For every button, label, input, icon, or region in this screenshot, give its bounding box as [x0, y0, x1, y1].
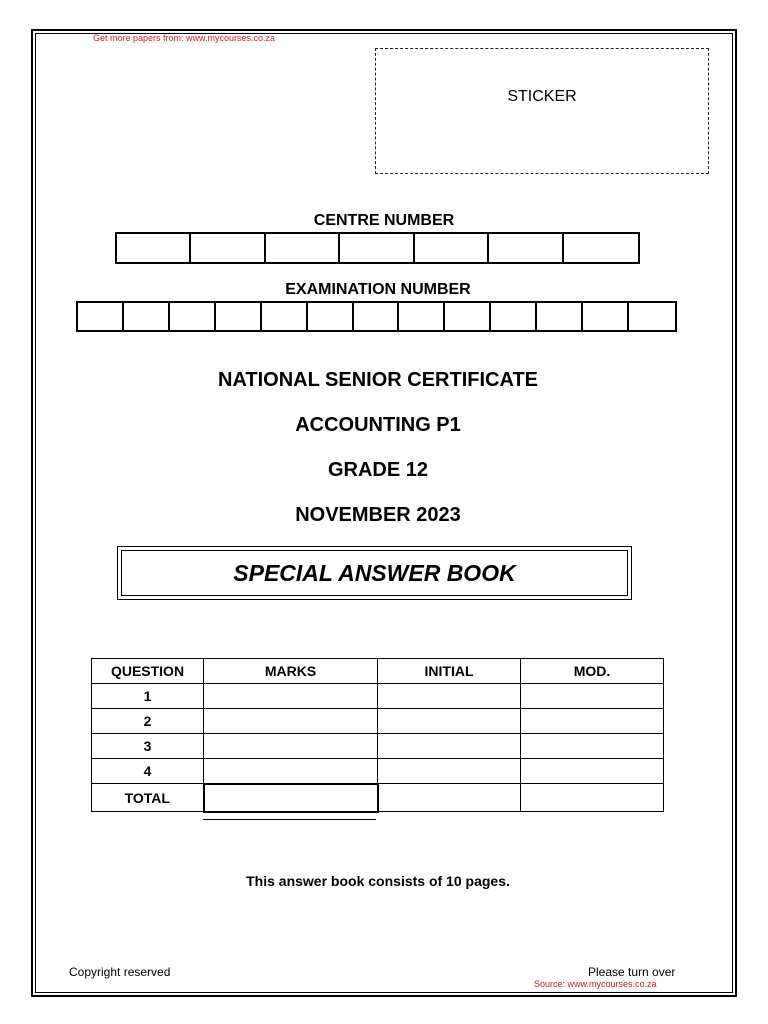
page-count-note: This answer book consists of 10 pages.: [246, 873, 510, 889]
table-row: [92, 759, 664, 784]
centre-number-box[interactable]: [564, 234, 638, 262]
initial-cell[interactable]: [378, 684, 521, 709]
turn-over-text: Please turn over: [588, 965, 676, 979]
total-initial-cell[interactable]: [378, 784, 521, 812]
total-double-underline: [203, 819, 376, 820]
total-row: [92, 784, 664, 812]
centre-number-label: CENTRE NUMBER: [313, 212, 455, 229]
centre-number-box[interactable]: [191, 234, 265, 262]
examination-number-box[interactable]: [445, 303, 491, 330]
examination-number-boxes: [76, 301, 677, 332]
copyright-text: Copyright reserved: [69, 965, 171, 979]
table-row: [92, 709, 664, 734]
answer-book-label: SPECIAL ANSWER BOOK: [233, 559, 516, 586]
total-label: TOTAL: [92, 784, 204, 812]
examination-number-box[interactable]: [583, 303, 629, 330]
examination-number-label: EXAMINATION NUMBER: [285, 281, 471, 298]
total-marks-cell[interactable]: [204, 784, 378, 812]
centre-number-boxes: [115, 232, 640, 264]
examination-number-box[interactable]: [399, 303, 445, 330]
examination-number-box[interactable]: [262, 303, 308, 330]
question-number: 1: [92, 684, 204, 709]
examination-number-box[interactable]: [124, 303, 170, 330]
answer-book-banner: [121, 550, 628, 596]
subject-title: ACCOUNTING P1: [295, 414, 461, 436]
initial-cell[interactable]: [378, 709, 521, 734]
header-question: QUESTION: [92, 659, 204, 684]
question-number: 3: [92, 734, 204, 759]
table-row: [92, 734, 664, 759]
mod-cell[interactable]: [521, 684, 664, 709]
examination-number-box[interactable]: [216, 303, 262, 330]
mod-cell[interactable]: [521, 709, 664, 734]
examination-number-box[interactable]: [354, 303, 400, 330]
mod-cell[interactable]: [521, 759, 664, 784]
centre-number-box[interactable]: [117, 234, 191, 262]
marks-cell[interactable]: [204, 709, 378, 734]
examination-number-box[interactable]: [170, 303, 216, 330]
marks-table: [91, 658, 664, 813]
grade-title: GRADE 12: [327, 459, 429, 481]
examination-number-box[interactable]: [78, 303, 124, 330]
mod-cell[interactable]: [521, 734, 664, 759]
examination-number-box[interactable]: [308, 303, 354, 330]
sticker-label: STICKER: [507, 88, 577, 105]
examination-number-box[interactable]: [491, 303, 537, 330]
header-mod: MOD.: [521, 659, 664, 684]
centre-number-box[interactable]: [266, 234, 340, 262]
table-row: [92, 684, 664, 709]
initial-cell[interactable]: [378, 734, 521, 759]
header-initial: INITIAL: [378, 659, 521, 684]
sticker-box: [375, 48, 709, 174]
examination-number-box[interactable]: [537, 303, 583, 330]
marks-cell[interactable]: [204, 684, 378, 709]
question-number: 2: [92, 709, 204, 734]
source-link[interactable]: Source: www.mycourses.co.za: [534, 979, 657, 989]
total-mod-cell[interactable]: [521, 784, 664, 812]
question-number: 4: [92, 759, 204, 784]
initial-cell[interactable]: [378, 759, 521, 784]
session-title: NOVEMBER 2023: [295, 504, 461, 526]
marks-table-header: [92, 659, 664, 684]
certificate-title: NATIONAL SENIOR CERTIFICATE: [218, 369, 538, 391]
marks-cell[interactable]: [204, 759, 378, 784]
header-link[interactable]: Get more papers from: www.mycourses.co.za: [93, 33, 276, 43]
header-marks: MARKS: [204, 659, 378, 684]
examination-number-box[interactable]: [629, 303, 675, 330]
centre-number-box[interactable]: [415, 234, 489, 262]
centre-number-box[interactable]: [489, 234, 563, 262]
centre-number-box[interactable]: [340, 234, 414, 262]
marks-cell[interactable]: [204, 734, 378, 759]
